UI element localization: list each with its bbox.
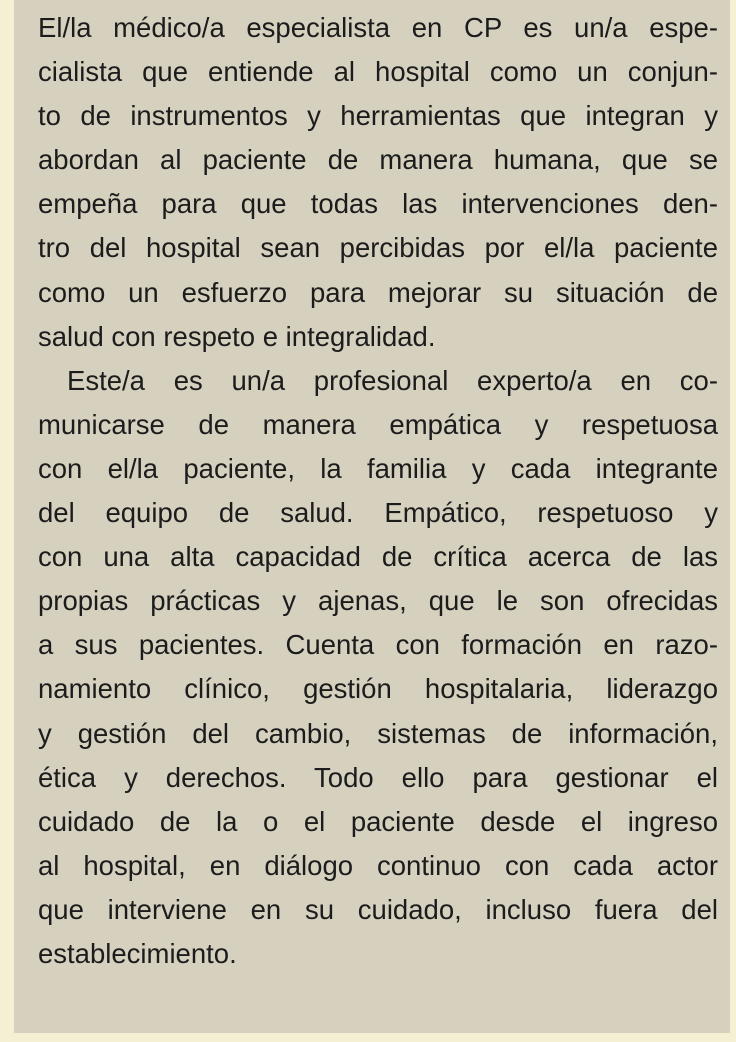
paragraph-2-line-12: al hospital, en diálogo continuo con cada actor (38, 849, 718, 881)
paragraph-1-line-8: salud con respeto e integralidad. (38, 320, 436, 352)
paragraph-1-line-7: como un esfuerzo para mejorar su situación de (38, 276, 718, 308)
paragraph-2-line-1: Este/a es un/a profesional experto/a en co- (67, 364, 718, 396)
paragraph-1-line-2: cialista que entiende al hospital como un conjun- (38, 56, 718, 88)
paragraph-1-line-3: to de instrumentos y herramientas que integran y (38, 100, 718, 132)
text-body (38, 6, 718, 976)
paragraph-2-line-6: propias prácticas y ajenas, que le son ofrecidas (38, 585, 718, 617)
paragraph-2-line-13: que interviene en su cuidado, incluso fuera del (38, 893, 718, 925)
text-box (14, 0, 730, 1033)
paragraph-1-line-4: abordan al paciente de manera humana, que se (38, 144, 718, 176)
paragraph-2-line-10: ética y derechos. Todo ello para gestionar el (38, 761, 718, 793)
paragraph-2-line-4: del equipo de salud. Empático, respetuoso y (38, 497, 718, 529)
paragraph-2-line-3: con el/la paciente, la familia y cada integrante (38, 452, 718, 484)
paragraph-2-line-8: namiento clínico, gestión hospitalaria, liderazgo (38, 673, 718, 705)
paragraph-1 (38, 6, 718, 359)
paragraph-1-line-5: empeña para que todas las intervenciones den- (38, 188, 718, 220)
paragraph-2-line-2: municarse de manera empática y respetuosa (38, 408, 718, 440)
paragraph-1-line-1: El/la médico/a especialista en CP es un/a espe- (38, 12, 718, 43)
paragraph-2-line-5: con una alta capacidad de crítica acerca de las (38, 541, 718, 573)
paragraph-2-line-7: a sus pacientes. Cuenta con formación en razo- (38, 629, 718, 661)
paragraph-2-line-11: cuidado de la o el paciente desde el ingreso (38, 805, 718, 837)
paragraph-2-line-14: establecimiento. (38, 937, 237, 969)
paragraph-1-line-6: tro del hospital sean percibidas por el/la paciente (38, 232, 718, 264)
paragraph-2-line-9: y gestión del cambio, sistemas de información, (38, 717, 718, 749)
paragraph-2 (38, 359, 718, 976)
